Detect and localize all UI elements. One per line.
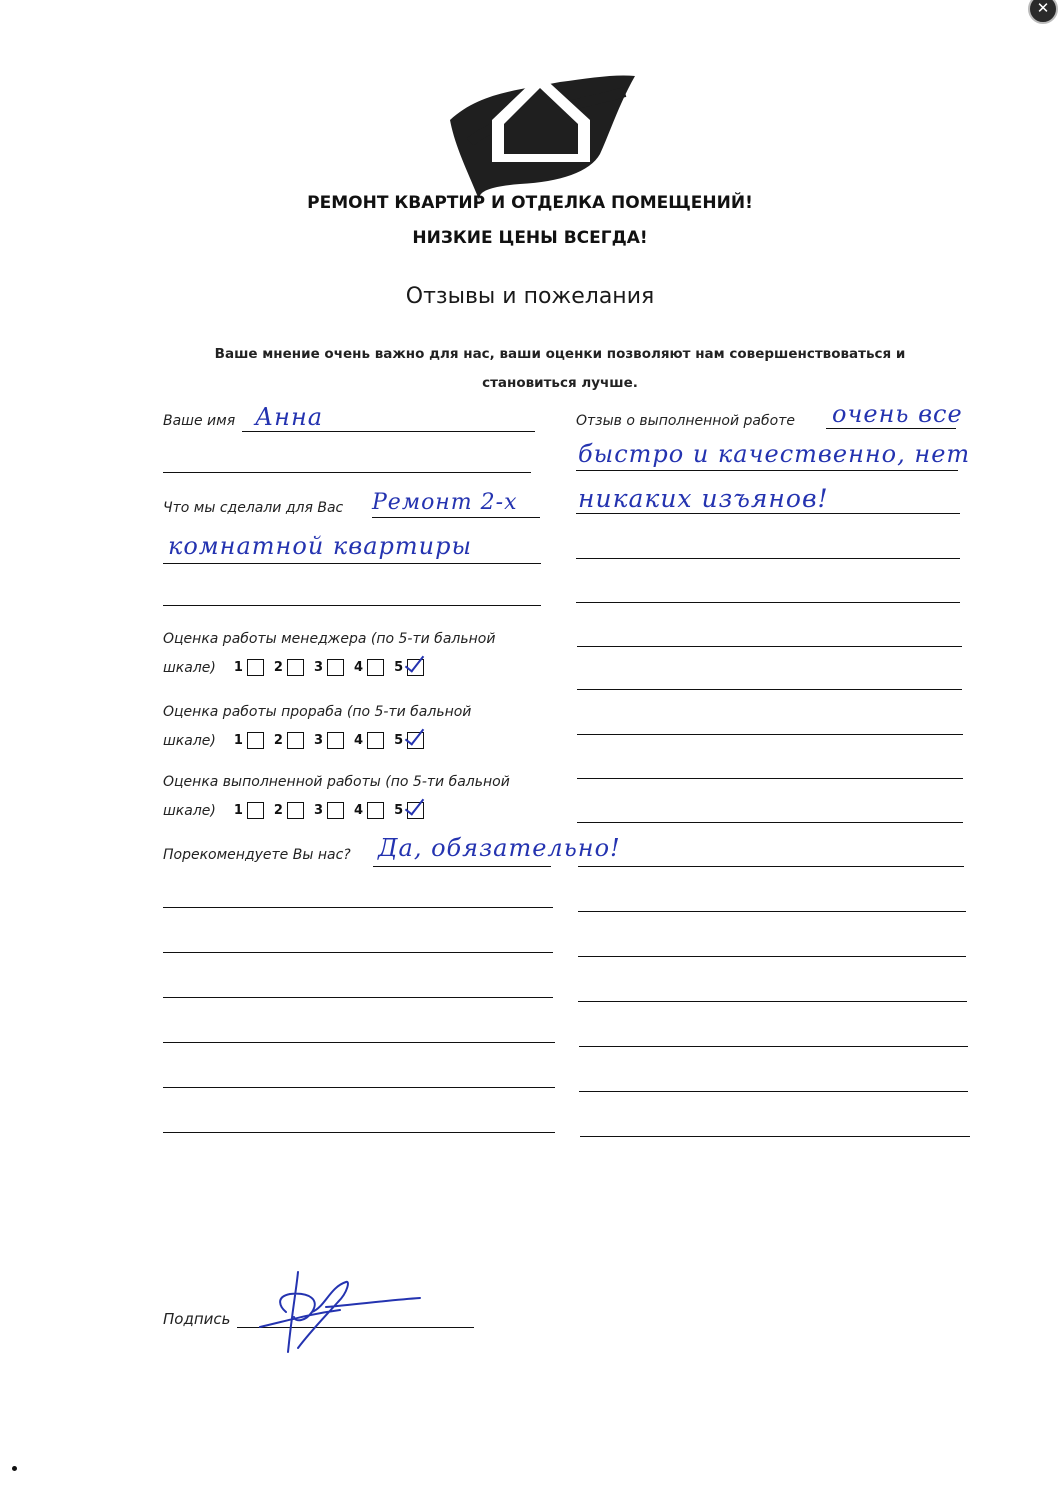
right-blank-line	[578, 911, 966, 912]
page-dot	[12, 1466, 17, 1471]
what-line-3	[163, 605, 541, 606]
work-option-4[interactable]: 4	[354, 802, 384, 819]
right-blank-line	[577, 778, 963, 779]
review-line-2	[576, 470, 958, 471]
recommend-line	[373, 866, 551, 867]
manager-rating	[163, 659, 434, 676]
what-label: Что мы сделали для Вас	[163, 500, 344, 516]
intro-text: Ваше мнение очень важно для нас, ваши оценки позволяют нам совершенствоваться и становиться лучше.	[214, 346, 906, 391]
manager-option-4[interactable]: 4	[354, 659, 384, 676]
review-value-3[interactable]: никаких изъянов!	[578, 484, 829, 513]
right-blank-line	[577, 734, 963, 735]
work-rating	[163, 802, 434, 819]
right-blank-line	[579, 1046, 968, 1047]
name-label: Ваше имя	[163, 413, 236, 429]
left-blank-line	[163, 952, 553, 953]
checkbox[interactable]	[247, 732, 264, 749]
manager-option-5[interactable]: 5	[394, 659, 424, 676]
foreman-option-1[interactable]: 1	[234, 732, 264, 749]
close-icon[interactable]: ✕	[1028, 0, 1058, 24]
foreman-option-5[interactable]: 5	[394, 732, 424, 749]
review-line-1	[826, 428, 956, 429]
work-option-2[interactable]: 2	[274, 802, 304, 819]
checkbox-checked[interactable]	[407, 802, 424, 819]
review-label: Отзыв о выполненной работе	[576, 413, 795, 429]
left-blank-line	[163, 1132, 555, 1133]
work-option-5[interactable]: 5	[394, 802, 424, 819]
foreman-rating-label: Оценка работы прораба (по 5-ти бальной	[163, 704, 472, 720]
checkbox[interactable]	[327, 802, 344, 819]
signature-scribble-icon	[250, 1252, 430, 1362]
checkbox[interactable]	[247, 659, 264, 676]
review-value-1[interactable]: очень все	[832, 400, 963, 428]
name-line	[242, 431, 535, 432]
right-blank-line	[576, 558, 960, 559]
manager-scale-label: шкале)	[163, 659, 216, 676]
checkbox[interactable]	[247, 802, 264, 819]
what-value-1[interactable]: Ремонт 2-х	[372, 490, 518, 515]
right-blank-line	[577, 689, 962, 690]
checkbox[interactable]	[327, 659, 344, 676]
checkbox-checked[interactable]	[407, 659, 424, 676]
company-slogan: РЕМОНТ КВАРТИР И ОТДЕЛКА ПОМЕЩЕНИЙ!	[307, 193, 753, 213]
manager-option-3[interactable]: 3	[314, 659, 344, 676]
right-blank-line	[580, 1136, 970, 1137]
right-blank-line	[577, 822, 963, 823]
work-option-1[interactable]: 1	[234, 802, 264, 819]
foreman-option-4[interactable]: 4	[354, 732, 384, 749]
foreman-rating	[163, 732, 434, 749]
left-blank-line	[163, 1087, 555, 1088]
what-value-2[interactable]: комнатной квартиры	[168, 532, 472, 560]
name-value[interactable]: Анна	[255, 403, 324, 431]
checkbox[interactable]	[287, 659, 304, 676]
checkbox[interactable]	[287, 732, 304, 749]
manager-rating-label: Оценка работы менеджера (по 5-ти бальной	[163, 631, 496, 647]
foreman-scale-label: шкале)	[163, 732, 216, 749]
left-blank-line	[163, 997, 553, 998]
checkbox[interactable]	[367, 732, 384, 749]
checkbox[interactable]	[287, 802, 304, 819]
right-blank-line	[579, 1091, 968, 1092]
work-rating-label: Оценка выполненной работы (по 5-ти бальной	[163, 774, 510, 790]
company-tagline: НИЗКИЕ ЦЕНЫ ВСЕГДА!	[412, 228, 648, 248]
work-option-3[interactable]: 3	[314, 802, 344, 819]
foreman-option-3[interactable]: 3	[314, 732, 344, 749]
name-extra-line	[163, 472, 531, 473]
left-blank-line	[163, 907, 553, 908]
review-value-2[interactable]: быстро и качественно, нет	[578, 440, 971, 468]
checkbox-checked[interactable]	[407, 732, 424, 749]
right-blank-line	[578, 866, 964, 867]
work-scale-label: шкале)	[163, 802, 216, 819]
right-blank-line	[578, 956, 966, 957]
house-logo-icon	[440, 62, 640, 202]
checkbox[interactable]	[327, 732, 344, 749]
what-line-2	[163, 563, 541, 564]
recommend-value[interactable]: Да, обязательно!	[378, 834, 621, 862]
foreman-option-2[interactable]: 2	[274, 732, 304, 749]
manager-option-1[interactable]: 1	[234, 659, 264, 676]
recommend-label: Порекомендуете Вы нас?	[163, 847, 351, 863]
checkbox[interactable]	[367, 659, 384, 676]
right-blank-line	[576, 602, 960, 603]
right-blank-line	[578, 1001, 967, 1002]
signature-label: Подпись	[163, 1310, 231, 1328]
review-line-3	[576, 513, 960, 514]
manager-option-2[interactable]: 2	[274, 659, 304, 676]
page-title: Отзывы и пожелания	[405, 284, 655, 309]
left-blank-line	[163, 1042, 555, 1043]
what-line-1	[372, 517, 540, 518]
checkbox[interactable]	[367, 802, 384, 819]
right-blank-line	[577, 646, 962, 647]
